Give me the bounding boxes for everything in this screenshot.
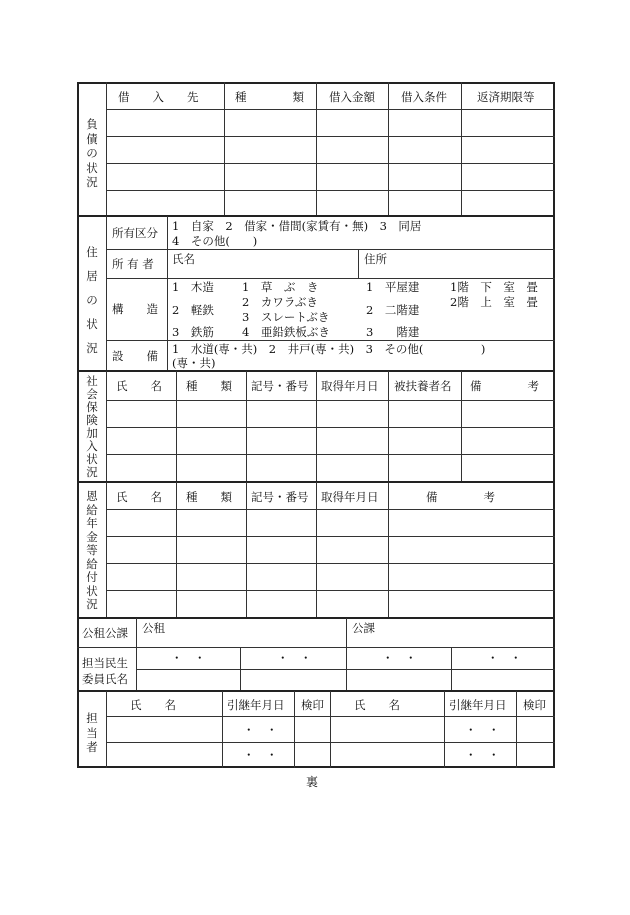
- owner-label: 所 有 者: [112, 257, 154, 271]
- tax-label: 公租公課: [82, 626, 128, 640]
- page-side-label: 裏: [306, 775, 319, 789]
- social-insurance-section-label: 社会保険加入状況: [86, 374, 98, 479]
- social-header-remarks: 備 考: [470, 379, 539, 393]
- debt-header-lender: 借 入 先: [118, 90, 199, 104]
- ownership-options-line2: 4 その他( ): [172, 234, 258, 248]
- social-header-type: 種 類: [186, 379, 232, 393]
- structure-room2: 2階 上 室 畳: [450, 295, 538, 309]
- welfare-label-line2: 委員氏名: [82, 672, 128, 686]
- owner-name-label: 氏名: [172, 252, 195, 266]
- officer-date-r2-c1: ・ ・: [243, 748, 278, 762]
- welfare-date-1: ・ ・: [171, 651, 206, 665]
- welfare-label-line1: 担当民生: [82, 656, 128, 670]
- social-header-number: 記号・番号: [251, 379, 309, 393]
- pension-section-label: 恩給年金等給付状況: [86, 489, 98, 611]
- officer-header-date-1: 引継年月日: [227, 698, 285, 712]
- debt-section-label: 負債の状況: [86, 117, 98, 189]
- officer-header-name-2: 氏 名: [354, 698, 400, 712]
- structure-floor2: 2 二階建: [366, 303, 420, 317]
- pension-header-name: 氏 名: [116, 490, 162, 504]
- officer-header-name-1: 氏 名: [130, 698, 176, 712]
- pension-header-type: 種 類: [186, 490, 232, 504]
- structure-mat2: 2 軽鉄: [172, 303, 214, 317]
- welfare-date-4: ・ ・: [487, 651, 522, 665]
- structure-mat1: 1 木造: [172, 280, 214, 294]
- officer-header-seal-1: 検印: [301, 698, 324, 712]
- facility-options-line2: (専・共): [172, 356, 216, 370]
- officer-header-seal-2: 検印: [523, 698, 546, 712]
- structure-mat3: 3 鉄筋: [172, 325, 214, 339]
- social-header-dependent: 被扶養者名: [394, 379, 452, 393]
- welfare-date-3: ・ ・: [382, 651, 417, 665]
- officer-header-date-2: 引継年月日: [449, 698, 507, 712]
- structure-room1: 1階 下 室 畳: [450, 280, 538, 294]
- tax-right-label: 公課: [352, 621, 375, 635]
- debt-header-type: 種 類: [235, 90, 304, 104]
- facility-options-line1: 1 水道(専・共) 2 井戸(専・共) 3 その他( ): [172, 342, 486, 356]
- officer-date-r2-c2: ・ ・: [465, 748, 500, 762]
- structure-roof3: 3 スレートぶき: [242, 310, 330, 324]
- pension-header-remarks: 備 考: [426, 490, 495, 504]
- structure-roof4: 4 亜鉛鉄板ぶき: [242, 325, 330, 339]
- pension-header-number: 記号・番号: [251, 490, 309, 504]
- pension-header-date: 取得年月日: [321, 490, 379, 504]
- welfare-date-2: ・ ・: [277, 651, 312, 665]
- officer-date-r1-c2: ・ ・: [465, 723, 500, 737]
- ownership-label: 所有区分: [112, 226, 158, 240]
- debt-header-repayment: 返済期限等: [477, 90, 535, 104]
- structure-label: 構 造: [112, 302, 158, 316]
- officer-section-label: 担当者: [86, 711, 98, 754]
- officer-date-r1-c1: ・ ・: [243, 723, 278, 737]
- tax-left-label: 公租: [142, 621, 165, 635]
- facility-label: 設 備: [112, 349, 158, 363]
- structure-floor1: 1 平屋建: [366, 280, 420, 294]
- structure-roof1: 1 草 ぶ き: [242, 280, 319, 294]
- social-header-date: 取得年月日: [321, 379, 379, 393]
- structure-roof2: 2 カワラぶき: [242, 295, 318, 309]
- ownership-options-line1: 1 自家 2 借家・借間(家賃有・無) 3 同居: [172, 219, 422, 233]
- structure-floor3: 3 階建: [366, 325, 420, 339]
- debt-header-conditions: 借入条件: [401, 90, 447, 104]
- debt-header-amount: 借入金額: [329, 90, 375, 104]
- owner-address-label: 住所: [364, 252, 387, 266]
- social-header-name: 氏 名: [116, 379, 162, 393]
- housing-section-label: 住居の状況: [86, 245, 98, 355]
